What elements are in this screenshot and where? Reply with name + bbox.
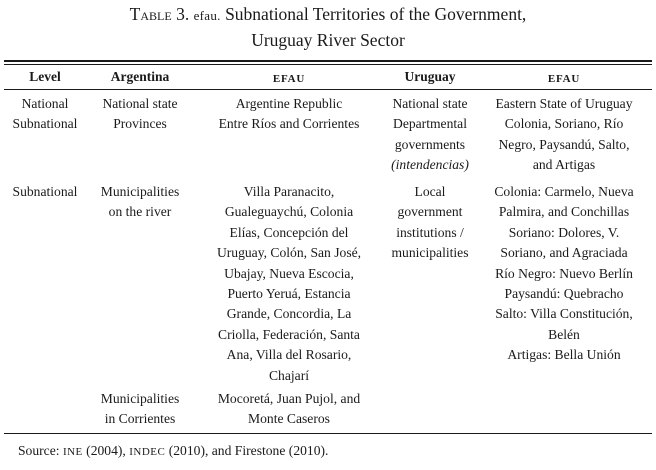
caption-title: Subnational Territories of the Government, (225, 4, 527, 24)
row-3-efau-argentina (200, 389, 378, 430)
header-efau-argentina: EFAU (272, 73, 306, 85)
row-1-efau-uruguay (476, 94, 652, 176)
table-source-note (18, 441, 328, 462)
cell-line: Río Negro: Nuevo Berlín (495, 265, 633, 281)
cell-line: Belén (548, 326, 580, 342)
cell-line: governments (394, 136, 466, 152)
header-efau-uruguay: EFAU (547, 73, 581, 85)
cell-line: Palmira, and Conchillas (498, 204, 630, 220)
cell-line: Gualeguaychú, Colonia (224, 204, 354, 220)
caption-line-1 (0, 2, 656, 28)
row-1-argentina (86, 94, 194, 135)
cell-line: Ana, Villa del Rosario, (226, 347, 352, 363)
cell-line: Criolla, Federación, Santa (218, 326, 360, 342)
cell-line: on the river (108, 204, 172, 220)
source-ine-year: (2004), (86, 443, 126, 458)
header-rule (4, 89, 652, 90)
row-2-argentina (86, 182, 194, 223)
cell-line: Local (414, 184, 446, 199)
cell-line: institutions / (396, 224, 464, 240)
cell-line: Puerto Yeruá, Estancia (227, 286, 351, 302)
cell-line: Subnational (12, 184, 78, 199)
source-indec: INDEC (129, 446, 166, 458)
cell-line: Monte Caseros (248, 411, 330, 427)
cell-line: Eastern State of Uruguay (495, 96, 633, 111)
cell-line: Subnational (12, 116, 78, 132)
cell-line: in Corrientes (104, 411, 176, 427)
cell-line: Municipalities (100, 184, 180, 199)
row-1-level (4, 94, 86, 135)
cell-line: Grande, Concordia, La (226, 306, 352, 322)
cell-line: Colonia, Soriano, Río (504, 116, 624, 132)
cell-line (378, 155, 482, 175)
cell-line: government (397, 204, 463, 220)
cell-line: Negro, Paysandú, Salto, (498, 136, 630, 152)
cell-line-italic: (intendencias) (391, 157, 469, 173)
table-caption (0, 2, 656, 52)
source-rest: (2010), and Firestone (2010). (168, 443, 329, 458)
cell-line: Salto: Villa Constitución, (495, 306, 633, 322)
cell-line: Ubajay, Nueva Escocia, (224, 265, 354, 281)
cell-line: National state (392, 96, 468, 111)
cell-line: Paysandú: Quebracho (504, 286, 624, 302)
cell-line: Soriano: Dolores, V. (508, 224, 620, 240)
cell-line: Artigas: Bella Unión (507, 347, 621, 363)
row-2-uruguay (378, 182, 482, 264)
cell-line: Villa Paranacito, (243, 184, 335, 199)
cell-line: Departmental (393, 116, 467, 132)
source-ine: INE (62, 446, 83, 458)
cell-line: municipalities (391, 245, 469, 261)
table-number: Table 3. (129, 4, 190, 24)
cell-line: Argentine Republic (235, 96, 343, 111)
cell-line: Entre Ríos and Corrientes (218, 116, 360, 132)
row-1-uruguay (378, 94, 482, 176)
cell-line: National state (102, 96, 178, 111)
header-level: Level (29, 69, 61, 84)
cell-line: Mocoretá, Juan Pujol, and (217, 391, 361, 406)
row-1-efau-argentina (200, 94, 378, 135)
cell-line: Uruguay, Colón, San José, (216, 245, 362, 261)
row-2-level (4, 182, 86, 202)
bottom-rule (4, 433, 652, 434)
cell-line: Municipalities (100, 391, 180, 406)
caption-abbr: efau. (193, 8, 221, 23)
top-rule-thin (4, 64, 652, 65)
top-rule (4, 60, 652, 62)
header-uruguay: Uruguay (404, 69, 456, 84)
row-3-argentina (86, 389, 194, 430)
caption-line-2: Uruguay River Sector (251, 30, 405, 50)
cell-line: Soriano, and Agraciada (500, 245, 628, 261)
cell-line: Chajarí (268, 367, 309, 383)
cell-line: Colonia: Carmelo, Nueva (494, 184, 634, 199)
row-2-efau-uruguay (476, 182, 652, 366)
cell-line: and Artigas (532, 157, 596, 173)
cell-line: National (21, 96, 69, 111)
source-prefix: Source: (18, 443, 60, 458)
row-2-efau-argentina (200, 182, 378, 386)
cell-line: Elías, Concepción del (229, 224, 349, 240)
cell-line: Provinces (113, 116, 167, 132)
header-argentina: Argentina (110, 69, 170, 84)
